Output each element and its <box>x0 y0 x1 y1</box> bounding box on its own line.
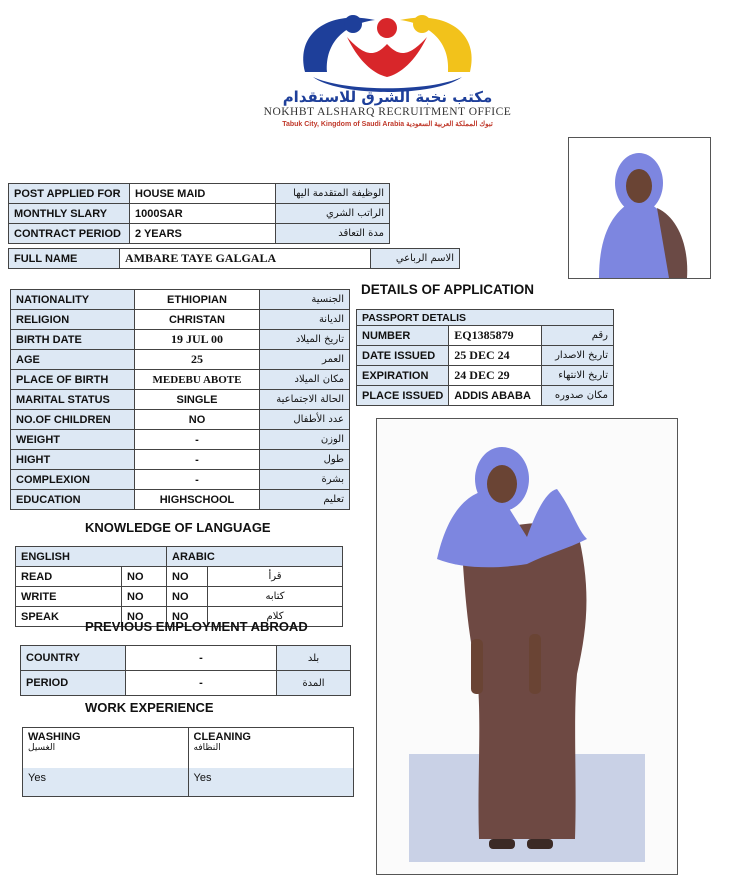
read-arabic: NO <box>167 567 208 587</box>
age-ar: العمر <box>260 350 350 370</box>
contract-label: CONTRACT PERIOD <box>9 224 130 244</box>
table-row <box>21 646 351 671</box>
speak-ar: كلام <box>208 607 343 627</box>
table-row <box>16 547 343 567</box>
nationality-ar: الجنسية <box>260 290 350 310</box>
place-issued-label: PLACE ISSUED <box>357 386 449 406</box>
birth-date-value: 19 JUL 00 <box>135 330 260 350</box>
table-row <box>9 204 390 224</box>
language-title: KNOWLEDGE OF LANGUAGE <box>85 520 271 535</box>
table-row <box>11 470 350 490</box>
passport-table <box>356 309 614 406</box>
table-row <box>11 390 350 410</box>
expiration-value: 24 DEC 29 <box>449 366 542 386</box>
cleaning-ar: النظافه <box>193 743 221 753</box>
date-issued-value: 25 DEC 24 <box>449 346 542 366</box>
place-of-birth-value: MEDEBU ABOTE <box>135 370 260 390</box>
religion-value: CHRISTAN <box>135 310 260 330</box>
children-value: NO <box>135 410 260 430</box>
salary-value: 1000SAR <box>130 204 276 224</box>
logo-address: Tabuk City, Kingdom of Saudi Arabia تبوك المملكة العربية السعودية <box>282 121 493 128</box>
cleaning-cell <box>189 728 354 796</box>
marital-status-value: SINGLE <box>135 390 260 410</box>
table-row <box>11 330 350 350</box>
table-row <box>9 184 390 204</box>
full-name-label: FULL NAME <box>9 249 120 269</box>
birth-date-ar: تاريخ الميلاد <box>260 330 350 350</box>
place-issued-value: ADDIS ABABA <box>449 386 542 406</box>
education-label: EDUCATION <box>11 490 135 510</box>
logo-emblem-icon <box>235 2 540 97</box>
children-label: NO.OF CHILDREN <box>11 410 135 430</box>
table-row <box>11 370 350 390</box>
complexion-ar: بشرة <box>260 470 350 490</box>
nationality-value: ETHIOPIAN <box>135 290 260 310</box>
height-label: HIGHT <box>11 450 135 470</box>
passport-number-ar: رقم <box>542 326 614 346</box>
cleaning-value: Yes <box>189 768 354 796</box>
passport-number-label: NUMBER <box>357 326 449 346</box>
place-of-birth-ar: مكان الميلاد <box>260 370 350 390</box>
complexion-value: - <box>135 470 260 490</box>
weight-ar: الوزن <box>260 430 350 450</box>
table-row <box>11 450 350 470</box>
marital-status-ar: الحالة الاجتماعية <box>260 390 350 410</box>
job-table <box>8 183 390 244</box>
complexion-label: COMPLEXION <box>11 470 135 490</box>
details-title: DETAILS OF APPLICATION <box>361 282 534 297</box>
contract-ar: مدة التعاقد <box>276 224 390 244</box>
table-row <box>21 671 351 696</box>
table-row <box>11 290 350 310</box>
passport-number-value: EQ1385879 <box>449 326 542 346</box>
birth-date-label: BIRTH DATE <box>11 330 135 350</box>
table-row <box>16 587 343 607</box>
place-of-birth-label: PLACE OF BIRTH <box>11 370 135 390</box>
write-label: WRITE <box>16 587 122 607</box>
write-ar: كتابه <box>208 587 343 607</box>
personal-table <box>10 289 350 510</box>
passport-title: PASSPORT DETALIS <box>357 310 614 326</box>
religion-ar: الديانة <box>260 310 350 330</box>
table-row <box>9 249 460 269</box>
table-row <box>357 386 614 406</box>
portrait-photo <box>568 137 711 279</box>
age-label: AGE <box>11 350 135 370</box>
education-ar: تعليم <box>260 490 350 510</box>
religion-label: RELIGION <box>11 310 135 330</box>
read-ar: قرأ <box>208 567 343 587</box>
period-ar: المدة <box>277 671 351 696</box>
age-value: 25 <box>135 350 260 370</box>
table-row <box>357 326 614 346</box>
table-row <box>357 310 614 326</box>
height-value: - <box>135 450 260 470</box>
date-issued-ar: تاريخ الاصدار <box>542 346 614 366</box>
country-label: COUNTRY <box>21 646 126 671</box>
date-issued-label: DATE ISSUED <box>357 346 449 366</box>
full-name-ar: الاسم الرباعي <box>371 249 460 269</box>
weight-label: WEIGHT <box>11 430 135 450</box>
period-label: PERIOD <box>21 671 126 696</box>
english-header: ENGLISH <box>16 547 167 567</box>
table-row <box>11 350 350 370</box>
washing-value: Yes <box>23 768 188 796</box>
country-ar: بلد <box>277 646 351 671</box>
expiration-label: EXPIRATION <box>357 366 449 386</box>
post-value: HOUSE MAID <box>130 184 276 204</box>
arabic-header: ARABIC <box>167 547 343 567</box>
table-row <box>16 567 343 587</box>
marital-status-label: MARITAL STATUS <box>11 390 135 410</box>
table-row <box>9 224 390 244</box>
children-ar: عدد الأطفال <box>260 410 350 430</box>
height-ar: طول <box>260 450 350 470</box>
logo-english-name: NOKHBT ALSHARQ RECRUITMENT OFFICE <box>263 106 512 118</box>
washing-cell <box>23 728 189 796</box>
table-row <box>11 310 350 330</box>
cleaning-label: CLEANING <box>193 731 251 743</box>
employment-title: PREVIOUS EMPLOYMENT ABROAD <box>85 619 308 634</box>
full-name-table <box>8 248 460 269</box>
nationality-label: NATIONALITY <box>11 290 135 310</box>
table-row <box>11 410 350 430</box>
weight-value: - <box>135 430 260 450</box>
language-table <box>15 546 343 627</box>
write-arabic: NO <box>167 587 208 607</box>
table-row <box>11 490 350 510</box>
country-value: - <box>126 646 277 671</box>
full-name-value: AMBARE TAYE GALGALA <box>120 249 371 269</box>
contract-value: 2 YEARS <box>130 224 276 244</box>
salary-label: MONTHLY SLARY <box>9 204 130 224</box>
experience-table <box>22 727 354 797</box>
washing-label: WASHING <box>28 731 81 743</box>
education-value: HIGHSCHOOL <box>135 490 260 510</box>
read-english: NO <box>122 567 167 587</box>
washing-ar: الغسيل <box>28 743 56 753</box>
read-label: READ <box>16 567 122 587</box>
post-label: POST APPLIED FOR <box>9 184 130 204</box>
table-row <box>357 346 614 366</box>
table-row <box>11 430 350 450</box>
person-portrait-icon <box>569 138 710 278</box>
post-ar: الوظيفة المتقدمة اليها <box>276 184 390 204</box>
expiration-ar: تاريخ الانتهاء <box>542 366 614 386</box>
speak-english: NO <box>122 607 167 627</box>
logo-arabic-name: مكتب نخبة الشرق للاستقدام <box>282 88 493 106</box>
speak-arabic: NO <box>167 607 208 627</box>
write-english: NO <box>122 587 167 607</box>
logo <box>235 2 540 130</box>
place-issued-ar: مكان صدوره <box>542 386 614 406</box>
speak-label: SPEAK <box>16 607 122 627</box>
period-value: - <box>126 671 277 696</box>
salary-ar: الراتب الشري <box>276 204 390 224</box>
person-full-body-icon <box>377 419 677 874</box>
experience-title: WORK EXPERIENCE <box>85 700 214 715</box>
table-row <box>357 366 614 386</box>
full-body-photo <box>376 418 678 875</box>
employment-table <box>20 645 351 696</box>
